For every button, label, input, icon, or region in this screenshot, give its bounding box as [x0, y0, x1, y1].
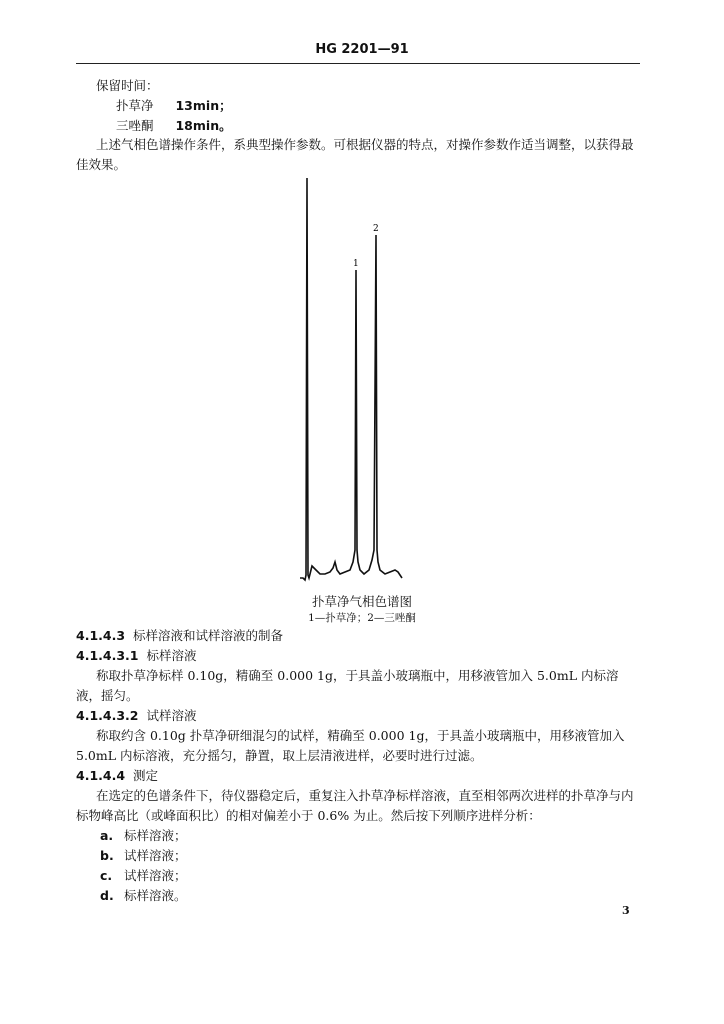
retention-item	[116, 116, 232, 136]
retention-item-time: 13min；	[175, 98, 232, 113]
retention-item	[116, 96, 232, 116]
sequence-text: 标样溶液。	[124, 888, 187, 903]
section-number: 4.1.4.4	[76, 768, 126, 783]
header-rule	[76, 63, 640, 64]
sequence-text: 标样溶液；	[124, 828, 187, 843]
section-title: 试样溶液	[146, 708, 197, 723]
retention-item-name: 扑草净	[116, 98, 154, 113]
retention-label: 保留时间：	[96, 78, 159, 93]
figure-caption: 扑草净气相色谱图	[311, 594, 412, 609]
page-number: 3	[622, 904, 630, 917]
sequence-text: 试样溶液；	[124, 868, 187, 883]
chromatogram-trace	[300, 178, 402, 580]
sequence-letter: d.	[100, 888, 114, 903]
section-number: 4.1.4.3.1	[76, 648, 139, 663]
section-title: 标样溶液和试样溶液的制备	[133, 628, 284, 643]
sequence-letter: b.	[100, 848, 114, 863]
sequence-item	[100, 826, 187, 846]
para-conditions: 上述气相色谱操作条件，系典型操作参数。可根据仪器的特点，对操作参数作适当调整，以获得最佳效果。	[76, 137, 634, 172]
section-heading-41431	[76, 646, 196, 666]
retention-item-time: 18min。	[175, 118, 232, 133]
section-heading-4144	[76, 766, 158, 786]
chromatogram-figure	[290, 170, 420, 585]
peak-label-2: 2	[373, 224, 379, 234]
sequence-item	[100, 886, 187, 906]
section-title: 标样溶液	[146, 648, 197, 663]
sequence-letter: c.	[100, 868, 113, 883]
section-heading-41432	[76, 706, 196, 726]
para-standard-solution: 称取扑草净标样 0.10g，精确至 0.000 1g，于具盖小玻璃瓶中，用移液管加入 5.0mL 内标溶液，摇匀。	[76, 668, 619, 703]
para-sample-solution: 称取约含 0.10g 扑草净研细混匀的试样，精确至 0.000 1g，于具盖小玻璃瓶中，用移液管加入 5.0mL 内标溶液，充分摇匀，静置，取上层清液进样，必要时进行过滤。	[76, 728, 625, 763]
section-title: 测定	[133, 768, 159, 783]
sequence-item	[100, 866, 187, 886]
para-measurement: 在选定的色谱条件下，待仪器稳定后，重复注入扑草净标样溶液，直至相邻两次进样的扑草净与内标物峰高比（或峰面积比）的相对偏差小于 0.6% 为止。然后按下列顺序进样分析：	[76, 788, 634, 823]
section-number: 4.1.4.3	[76, 628, 126, 643]
peak-label-1: 1	[353, 259, 359, 269]
retention-item-name: 三唑酮	[116, 118, 154, 133]
section-heading-4143	[76, 626, 283, 646]
document-number-header: HG 2201—91	[315, 42, 409, 57]
sequence-letter: a.	[100, 828, 114, 843]
figure-legend: 1—扑草净；2—三唑酮	[308, 612, 416, 624]
sequence-item	[100, 846, 187, 866]
sequence-text: 试样溶液；	[124, 848, 187, 863]
section-number: 4.1.4.3.2	[76, 708, 139, 723]
